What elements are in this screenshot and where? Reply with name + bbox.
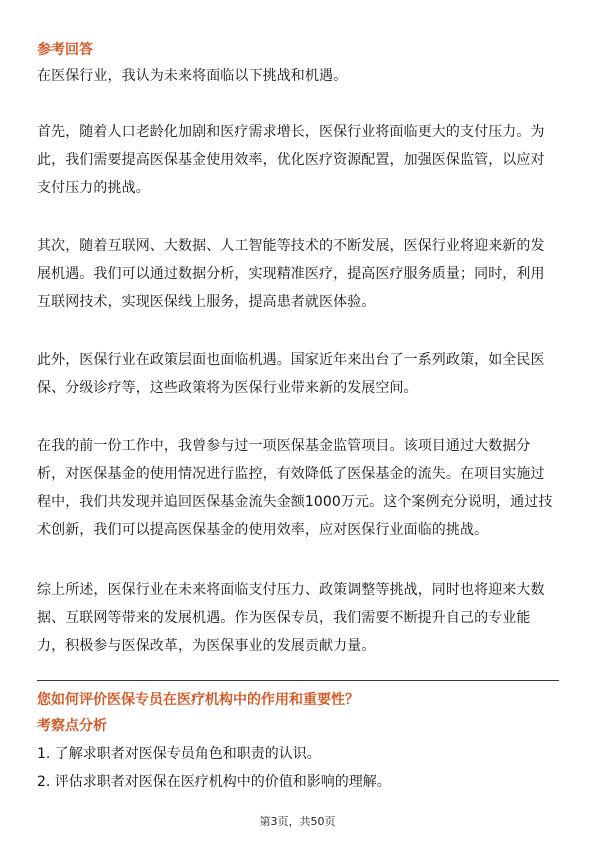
paragraph-line: 术创新，我们可以提高医保基金的使用效率，应对医保行业面临的挑战。 — [37, 522, 489, 538]
reference-answer-heading: 参考回答 — [37, 42, 93, 58]
paragraph-first — [37, 118, 559, 202]
paragraph-line: 此，我们需要提高医保基金使用效率，优化医疗资源配置，加强医保监管，以应对 — [37, 152, 545, 168]
section-divider — [37, 680, 559, 681]
paragraph-line: 程中，我们共发现并追回医保基金流失金额1000万元。这个案例充分说明，通过技 — [37, 494, 553, 510]
page-number: 第3页，共50页 — [259, 815, 336, 828]
analysis-heading: 考察点分析 — [37, 718, 107, 734]
paragraph-line: 力，积极参与医保改革，为医保事业的发展贡献力量。 — [37, 638, 376, 654]
paragraph-line: 支付压力的挑战。 — [37, 180, 150, 196]
paragraph-intro — [37, 62, 559, 90]
paragraph-line: 互联网技术，实现医保线上服务，提高患者就医体验。 — [37, 294, 376, 310]
paragraph-line: 据、互联网等带来的发展机遇。作为医保专员，我们需要不断提升自己的专业能 — [37, 610, 531, 626]
paragraph-summary — [37, 576, 559, 660]
paragraph-line: 保、分级诊疗等，这些政策将为医保行业带来新的发展空间。 — [37, 380, 418, 396]
paragraph-line: 展机遇。我们可以通过数据分析，实现精准医疗，提高医疗服务质量；同时，利用 — [37, 266, 545, 282]
paragraph-line: 首先，随着人口老龄化加剧和医疗需求增长，医保行业将面临更大的支付压力。为 — [37, 124, 545, 140]
paragraph-line: 综上所述，医保行业在未来将面临支付压力、政策调整等挑战，同时也将迎来大数 — [37, 582, 545, 598]
paragraph-second — [37, 232, 559, 316]
paragraph-line: 其次，随着互联网、大数据、人工智能等技术的不断发展，医保行业将迎来新的发 — [37, 238, 545, 254]
paragraph-line: 在医保行业，我认为未来将面临以下挑战和机遇。 — [37, 68, 348, 84]
paragraph-line: 析，对医保基金的使用情况进行监控，有效降低了医保基金的流失。在项目实施过 — [37, 466, 545, 482]
analysis-item: 2. 评估求职者对医保在医疗机构中的价值和影响的理解。 — [37, 774, 391, 790]
paragraph-line: 此外，医保行业在政策层面也面临机遇。国家近年来出台了一系列政策，如全民医 — [37, 352, 545, 368]
paragraph-case-study — [37, 432, 559, 544]
paragraph-third — [37, 346, 559, 402]
question-heading: 您如何评价医保专员在医疗机构中的作用和重要性？ — [37, 692, 359, 708]
analysis-item: 1. 了解求职者对医保专员角色和职责的认识。 — [37, 746, 321, 762]
paragraph-line: 在我的前一份工作中，我曾参与过一项医保基金监管项目。该项目通过大数据分 — [37, 438, 531, 454]
